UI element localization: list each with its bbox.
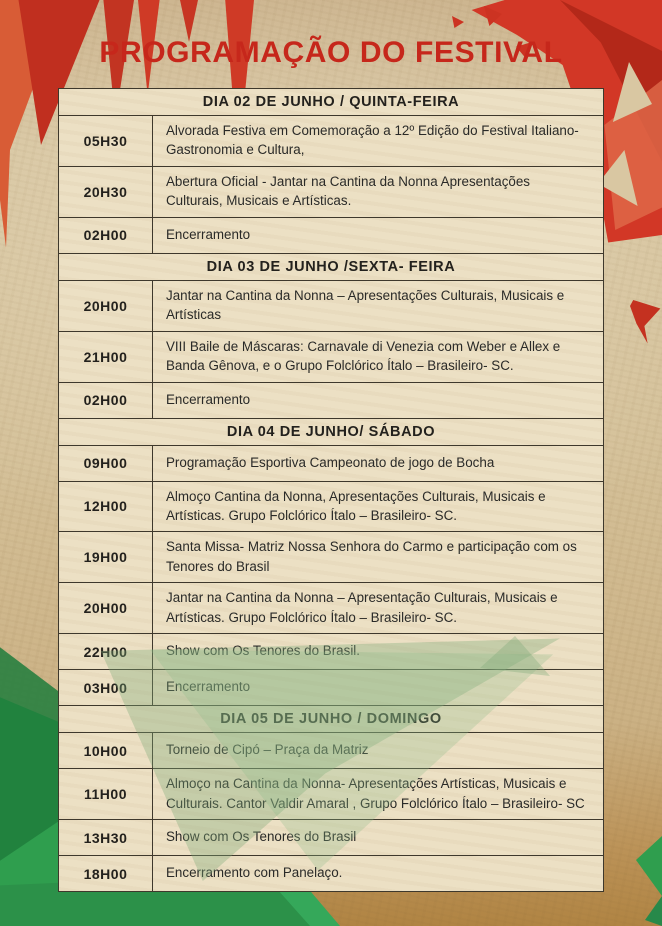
table-row — [59, 383, 603, 419]
green-triangle-decoration — [645, 896, 662, 926]
event-description: Encerramento com Panelaço. — [166, 865, 343, 881]
event-description: Encerramento — [166, 227, 251, 243]
event-description: Jantar na Cantina da Nonna – Apresentações Culturais, Musicais e Artísticas — [166, 287, 565, 323]
event-time: 21H00 — [59, 332, 153, 382]
event-time: 20H00 — [59, 583, 153, 633]
event-time: 20H00 — [59, 281, 153, 331]
table-row — [59, 116, 603, 167]
table-row — [59, 281, 603, 332]
table-row — [59, 769, 603, 820]
table-row — [59, 167, 603, 218]
day-header-sexta: DIA 03 DE JUNHO /SEXTA- FEIRA — [59, 254, 603, 281]
event-time: 12H00 — [59, 482, 153, 532]
event-time: 03H00 — [59, 670, 153, 705]
day-header-sabado: DIA 04 DE JUNHO/ SÁBADO — [59, 419, 603, 446]
event-description: Programação Esportiva Campeonato de jogo de Bocha — [166, 454, 495, 470]
event-time: 09H00 — [59, 446, 153, 481]
event-time: 02H00 — [59, 383, 153, 418]
table-row — [59, 733, 603, 769]
event-description: Show com Os Tenores do Brasil — [166, 829, 357, 845]
event-time: 10H00 — [59, 733, 153, 768]
event-time: 20H30 — [59, 167, 153, 217]
page-title: PROGRAMAÇÃO DO FESTIVAL — [99, 36, 563, 69]
table-row — [59, 446, 603, 482]
event-time: 13H30 — [59, 820, 153, 855]
event-time: 18H00 — [59, 856, 153, 891]
event-description: Encerramento — [166, 679, 251, 695]
table-row — [59, 856, 603, 891]
event-time: 22H00 — [59, 634, 153, 669]
day-header-quinta: DIA 02 DE JUNHO / QUINTA-FEIRA — [59, 89, 603, 116]
green-triangle-decoration — [636, 836, 662, 896]
event-description: Jantar na Cantina da Nonna – Apresentação Culturais, Musicais e Artísticas. Grupo Folclórico Ítalo – Brasileiro- SC. — [166, 590, 558, 625]
event-time: 19H00 — [59, 532, 153, 582]
table-row — [59, 218, 603, 254]
event-description: Abertura Oficial - Jantar na Cantina da Nonna Apresentações Culturais, Musicais e Artísticas. — [166, 173, 530, 209]
table-row — [59, 482, 603, 533]
event-time: 11H00 — [59, 769, 153, 819]
event-description: Torneio de Cipó – Praça da Matriz — [166, 742, 369, 758]
table-row — [59, 532, 603, 583]
table-row — [59, 332, 603, 383]
table-row — [59, 820, 603, 856]
red-arrow-decoration — [630, 296, 662, 346]
red-triangle-decoration — [452, 16, 464, 28]
event-description: Almoço Cantina da Nonna, Apresentações Culturais, Musicais e Artísticas. Grupo Folclórico Ítalo – Brasileiro- SC. — [166, 488, 546, 523]
event-description: Show com Os Tenores do Brasil. — [166, 643, 360, 659]
event-time: 02H00 — [59, 218, 153, 253]
table-row — [59, 670, 603, 706]
event-time: 05H30 — [59, 116, 153, 166]
event-description: Almoço na Cantina da Nonna- Apresentações Artísticas, Musicais e Culturais. Cantor Valdir Amaral , Grupo Folclórico Ítalo – Brasileiro- SC — [166, 776, 585, 811]
event-description: VIII Baile de Máscaras: Carnavale di Venezia com Weber e Allex e Banda Gênova, e o Grupo Folclórico Ítalo – Brasileiro- SC. — [166, 338, 561, 374]
event-description: Alvorada Festiva em Comemoração a 12º Edição do Festival Italiano- Gastronomia e Cultura, — [166, 123, 579, 158]
day-header-domingo: DIA 05 DE JUNHO / DOMINGO — [59, 706, 603, 733]
event-description: Encerramento — [166, 391, 251, 407]
event-description: Santa Missa- Matriz Nossa Senhora do Carmo e participação com os Tenores do Brasil — [166, 539, 577, 574]
table-row — [59, 583, 603, 634]
table-row — [59, 634, 603, 670]
schedule-table — [58, 88, 604, 892]
